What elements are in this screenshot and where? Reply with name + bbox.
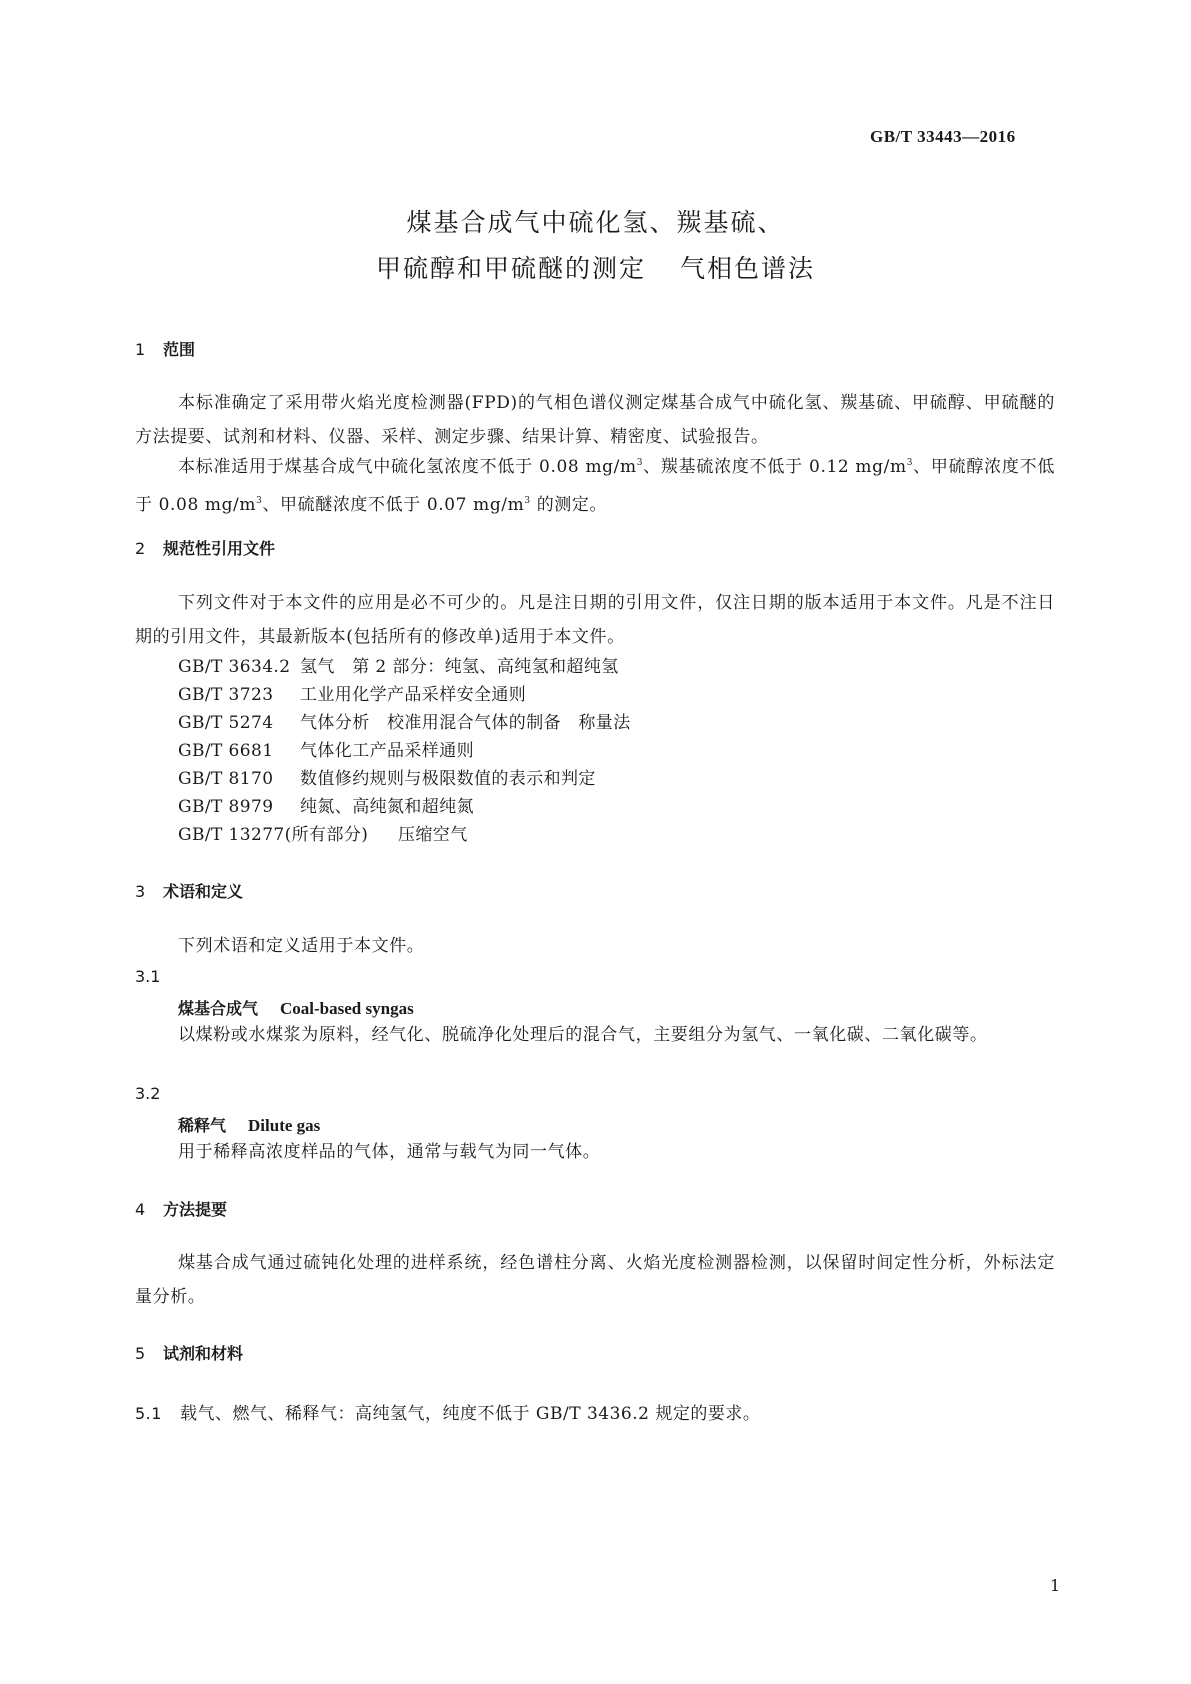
section-number: 1	[135, 340, 146, 359]
reference-title: 气体化工产品采样通则	[300, 741, 474, 761]
reference-title: 数值修约规则与极限数值的表示和判定	[300, 769, 596, 789]
superscript: 3	[636, 458, 644, 468]
text-run: 、羰基硫浓度不低于 0.12 mg/m	[643, 457, 907, 477]
section-1-heading	[135, 337, 195, 360]
standard-number: GB/T 33443—2016	[870, 127, 1016, 146]
section-number: 5	[135, 1344, 146, 1363]
clause-text: 载气、燃气、稀释气：高纯氢气，纯度不低于 GB/T 3436.2 规定的要求。	[180, 1404, 761, 1424]
document-title-main: 甲硫醇和甲硫醚的测定	[375, 254, 646, 283]
section-number: 3	[135, 882, 146, 901]
normative-reference	[178, 680, 526, 705]
normative-reference	[178, 708, 631, 733]
reference-title: 纯氮、高纯氮和超纯氮	[300, 797, 474, 817]
term-en: Dilute gas	[248, 1116, 321, 1135]
term-zh: 稀释气	[178, 1116, 227, 1135]
reference-title: 氢气 第 2 部分：纯氢、高纯氢和超纯氢	[300, 657, 619, 677]
term-heading	[178, 1113, 320, 1136]
section-title: 术语和定义	[163, 882, 244, 901]
normative-reference	[178, 820, 468, 845]
term-definition: 以煤粉或水煤浆为原料，经气化、脱硫净化处理后的混合气，主要组分为氢气、一氧化碳、二氧化碳等。	[178, 1025, 988, 1045]
clause-5-1	[135, 1399, 760, 1424]
superscript: 3	[256, 496, 263, 506]
document-title-line-1: 煤基合成气中硫化氢、羰基硫、	[406, 208, 785, 237]
section-2-heading	[135, 536, 275, 559]
section-3-heading	[135, 879, 243, 902]
normative-reference	[178, 736, 474, 761]
section-number: 2	[135, 539, 146, 558]
term-number: 3.1	[135, 967, 161, 986]
section-1-paragraph-1: 本标准确定了采用带火焰光度检测器(FPD)的气相色谱仪测定煤基合成气中硫化氢、羰基硫、甲硫醇、甲硫醚的方法提要、试剂和材料、仪器、采样、测定步骤、结果计算、精密度、试验报告。	[135, 393, 1055, 447]
reference-title: 气体分析 校准用混合气体的制备 称量法	[300, 713, 631, 733]
reference-code: GB/T 3634.2	[178, 657, 291, 677]
reference-code: GB/T 13277(所有部分)	[178, 825, 369, 845]
text-run: 、甲硫醚浓度不低于 0.07 mg/m	[262, 495, 525, 515]
section-4-heading	[135, 1197, 227, 1220]
normative-reference	[178, 792, 474, 817]
superscript: 3	[524, 496, 531, 506]
reference-title: 压缩空气	[398, 825, 468, 845]
term-number: 3.2	[135, 1084, 161, 1103]
document-title-line-2	[0, 249, 1191, 285]
reference-code: GB/T 5274	[178, 713, 274, 733]
section-3-intro: 下列术语和定义适用于本文件。	[178, 936, 425, 956]
text-run: 本标准适用于煤基合成气中硫化氢浓度不低于 0.08 mg/m	[178, 457, 637, 477]
reference-code: GB/T 8170	[178, 769, 274, 789]
section-1-paragraph-2	[135, 446, 1055, 522]
term-definition: 用于稀释高浓度样品的气体，通常与载气为同一气体。	[178, 1142, 601, 1162]
text-run: 、甲硫醇浓度不低于 0.08 mg/m	[135, 457, 1055, 515]
normative-reference	[178, 652, 619, 677]
section-title: 方法提要	[163, 1200, 228, 1219]
page-number: 1	[1050, 1576, 1061, 1595]
section-title: 范围	[163, 340, 196, 359]
superscript: 3	[906, 458, 914, 468]
clause-number: 5.1	[135, 1404, 162, 1423]
normative-reference	[178, 764, 596, 789]
section-2-intro: 下列文件对于本文件的应用是必不可少的。凡是注日期的引用文件，仅注日期的版本适用于本文件。凡是不注日期的引用文件，其最新版本(包括所有的修改单)适用于本文件。	[135, 593, 1055, 647]
section-title: 试剂和材料	[163, 1344, 244, 1363]
reference-code: GB/T 8979	[178, 797, 274, 817]
section-title: 规范性引用文件	[163, 539, 276, 558]
term-en: Coal-based syngas	[280, 999, 414, 1018]
reference-code: GB/T 3723	[178, 685, 274, 705]
section-4-paragraph: 煤基合成气通过硫钝化处理的进样系统，经色谱柱分离、火焰光度检测器检测，以保留时间定性分析，外标法定量分析。	[135, 1253, 1055, 1307]
reference-code: GB/T 6681	[178, 741, 274, 761]
reference-title: 工业用化学产品采样安全通则	[300, 685, 527, 705]
section-5-heading	[135, 1341, 243, 1364]
text-run: 的测定。	[530, 495, 608, 515]
document-title-method: 气相色谱法	[680, 254, 816, 283]
term-heading	[178, 996, 414, 1019]
section-number: 4	[135, 1200, 146, 1219]
term-zh: 煤基合成气	[178, 999, 259, 1018]
